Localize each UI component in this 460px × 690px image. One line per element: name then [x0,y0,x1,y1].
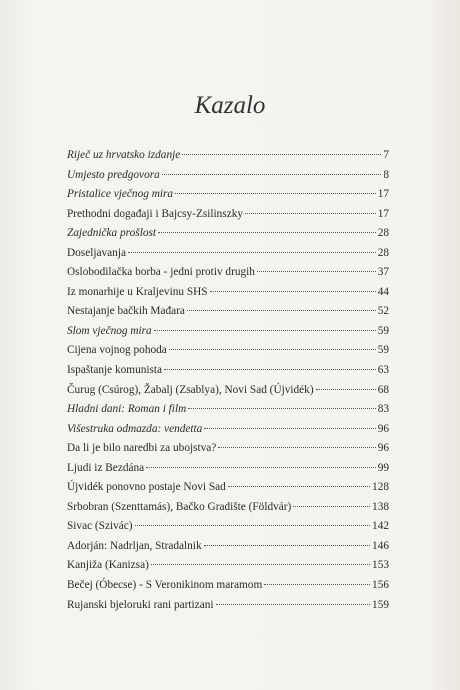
toc-entry [67,149,389,169]
toc-entry [67,325,389,345]
toc-entry [67,579,389,599]
toc-entry-label: Višestruka odmazda: vendetta [67,422,203,435]
toc-entry [67,344,389,364]
toc-entry [67,188,389,208]
toc-entry-label: Srbobran (Szenttamás), Bačko Gradište (Földvár) [67,500,292,513]
dot-leader [175,193,376,194]
toc-entry-label: Čurug (Csúrog), Žabalj (Zsablya), Novi Sad (Újvidék) [67,383,314,396]
toc-entry [67,423,389,443]
toc-entry-label: Riječ uz hrvatsko izdanje [67,149,181,161]
toc-entry-label: Bečej (Óbecse) - S Veronikinom maramom [67,579,263,592]
toc-entry-label: Slom vječnog mira [67,324,152,337]
toc-entry-page-number: 83 [377,403,389,416]
toc-entry-label: Da li je bilo naredbi za ubojstva? [67,442,217,455]
dot-leader [128,252,376,253]
toc-entry-page-number: 96 [377,442,389,455]
table-of-contents [67,149,389,618]
toc-entry [67,247,389,267]
toc-entry [67,364,389,384]
dot-leader [182,154,381,155]
dot-leader [210,291,376,292]
toc-entry-page-number: 59 [377,344,389,357]
toc-entry-page-number: 28 [377,227,389,240]
toc-entry-page-number: 156 [372,579,389,592]
toc-entry [67,559,389,579]
toc-entry-label: Ispaštanje komunista [67,364,163,377]
toc-entry [67,442,389,462]
toc-entry-label: Kanjiža (Kanizsa) [67,559,149,572]
toc-entry-label: Prethodni događaji i Bajcsy-Zsilinszky [67,207,244,220]
toc-entry-label: Oslobodilačka borba - jedni protiv drugih [67,266,255,279]
toc-entry [67,501,389,521]
dot-leader [187,310,376,311]
toc-entry-page-number: 99 [377,461,389,474]
toc-entry [67,227,389,247]
toc-entry-page-number: 159 [372,598,389,611]
dot-leader [293,506,370,507]
toc-entry [67,481,389,501]
toc-entry-page-number: 63 [377,364,389,377]
toc-entry-label: Sivac (Szivác) [67,520,133,533]
page-title: Kazalo [194,92,266,119]
toc-entry [67,266,389,286]
dot-leader [169,349,376,350]
dot-leader [316,389,376,390]
toc-entry-page-number: 128 [372,481,389,494]
toc-entry [67,403,389,423]
toc-entry-page-number: 138 [372,500,389,513]
toc-entry-page-number: 68 [377,383,389,396]
toc-entry-label: Iz monarhije u Kraljevinu SHS [67,285,208,298]
dot-leader [146,467,376,468]
toc-entry-page-number: 59 [377,324,389,337]
dot-leader [188,408,375,409]
toc-entry-label: Adorján: Nadrljan, Stradalnik [67,539,202,552]
toc-entry-page-number: 37 [377,266,389,279]
toc-entry-page-number: 17 [377,188,389,201]
toc-entry-label: Ljudi iz Bezdána [67,461,145,474]
toc-entry-label: Zajednička prošlost [67,227,157,240]
toc-entry [67,384,389,404]
toc-entry-page-number: 52 [377,305,389,318]
dot-leader [135,525,370,526]
toc-entry-page-number: 44 [377,285,389,298]
toc-entry-label: Rujanski bjeloruki rani partizani [67,598,214,611]
dot-leader [154,330,376,331]
toc-entry [67,520,389,540]
dot-leader [204,545,370,546]
dot-leader [204,428,375,429]
dot-leader [164,369,376,370]
toc-entry [67,286,389,306]
dot-leader [158,232,376,233]
toc-entry-page-number: 8 [383,168,389,181]
toc-entry-page-number: 28 [377,246,389,259]
toc-entry [67,462,389,482]
toc-entry [67,599,389,619]
dot-leader [228,486,370,487]
toc-entry-label: Umjesto predgovora [67,168,160,181]
toc-entry [67,305,389,325]
toc-entry-page-number: 17 [377,207,389,220]
toc-entry-label: Hladni dani: Roman i film [67,403,187,416]
toc-entry-label: Doseljavanja [67,246,126,259]
dot-leader [264,584,370,585]
toc-entry [67,540,389,560]
toc-entry [67,208,389,228]
dot-leader [151,564,370,565]
toc-entry-page-number: 142 [372,520,389,533]
toc-entry-page-number: 153 [372,559,389,572]
toc-entry-page-number: 146 [372,539,389,552]
toc-entry-page-number: 96 [377,422,389,435]
toc-entry-page-number: 7 [383,149,389,161]
dot-leader [216,604,371,605]
toc-entry-label: Pristalice vječnog mira [67,188,174,201]
dot-leader [162,174,382,175]
dot-leader [245,213,376,214]
toc-entry-label: Nestajanje bačkih Mađara [67,305,185,318]
toc-entry-label: Cijena vojnog pohoda [67,344,167,357]
toc-entry [67,169,389,189]
dot-leader [218,447,375,448]
dot-leader [257,271,376,272]
toc-entry-label: Újvidék ponovno postaje Novi Sad [67,481,226,494]
